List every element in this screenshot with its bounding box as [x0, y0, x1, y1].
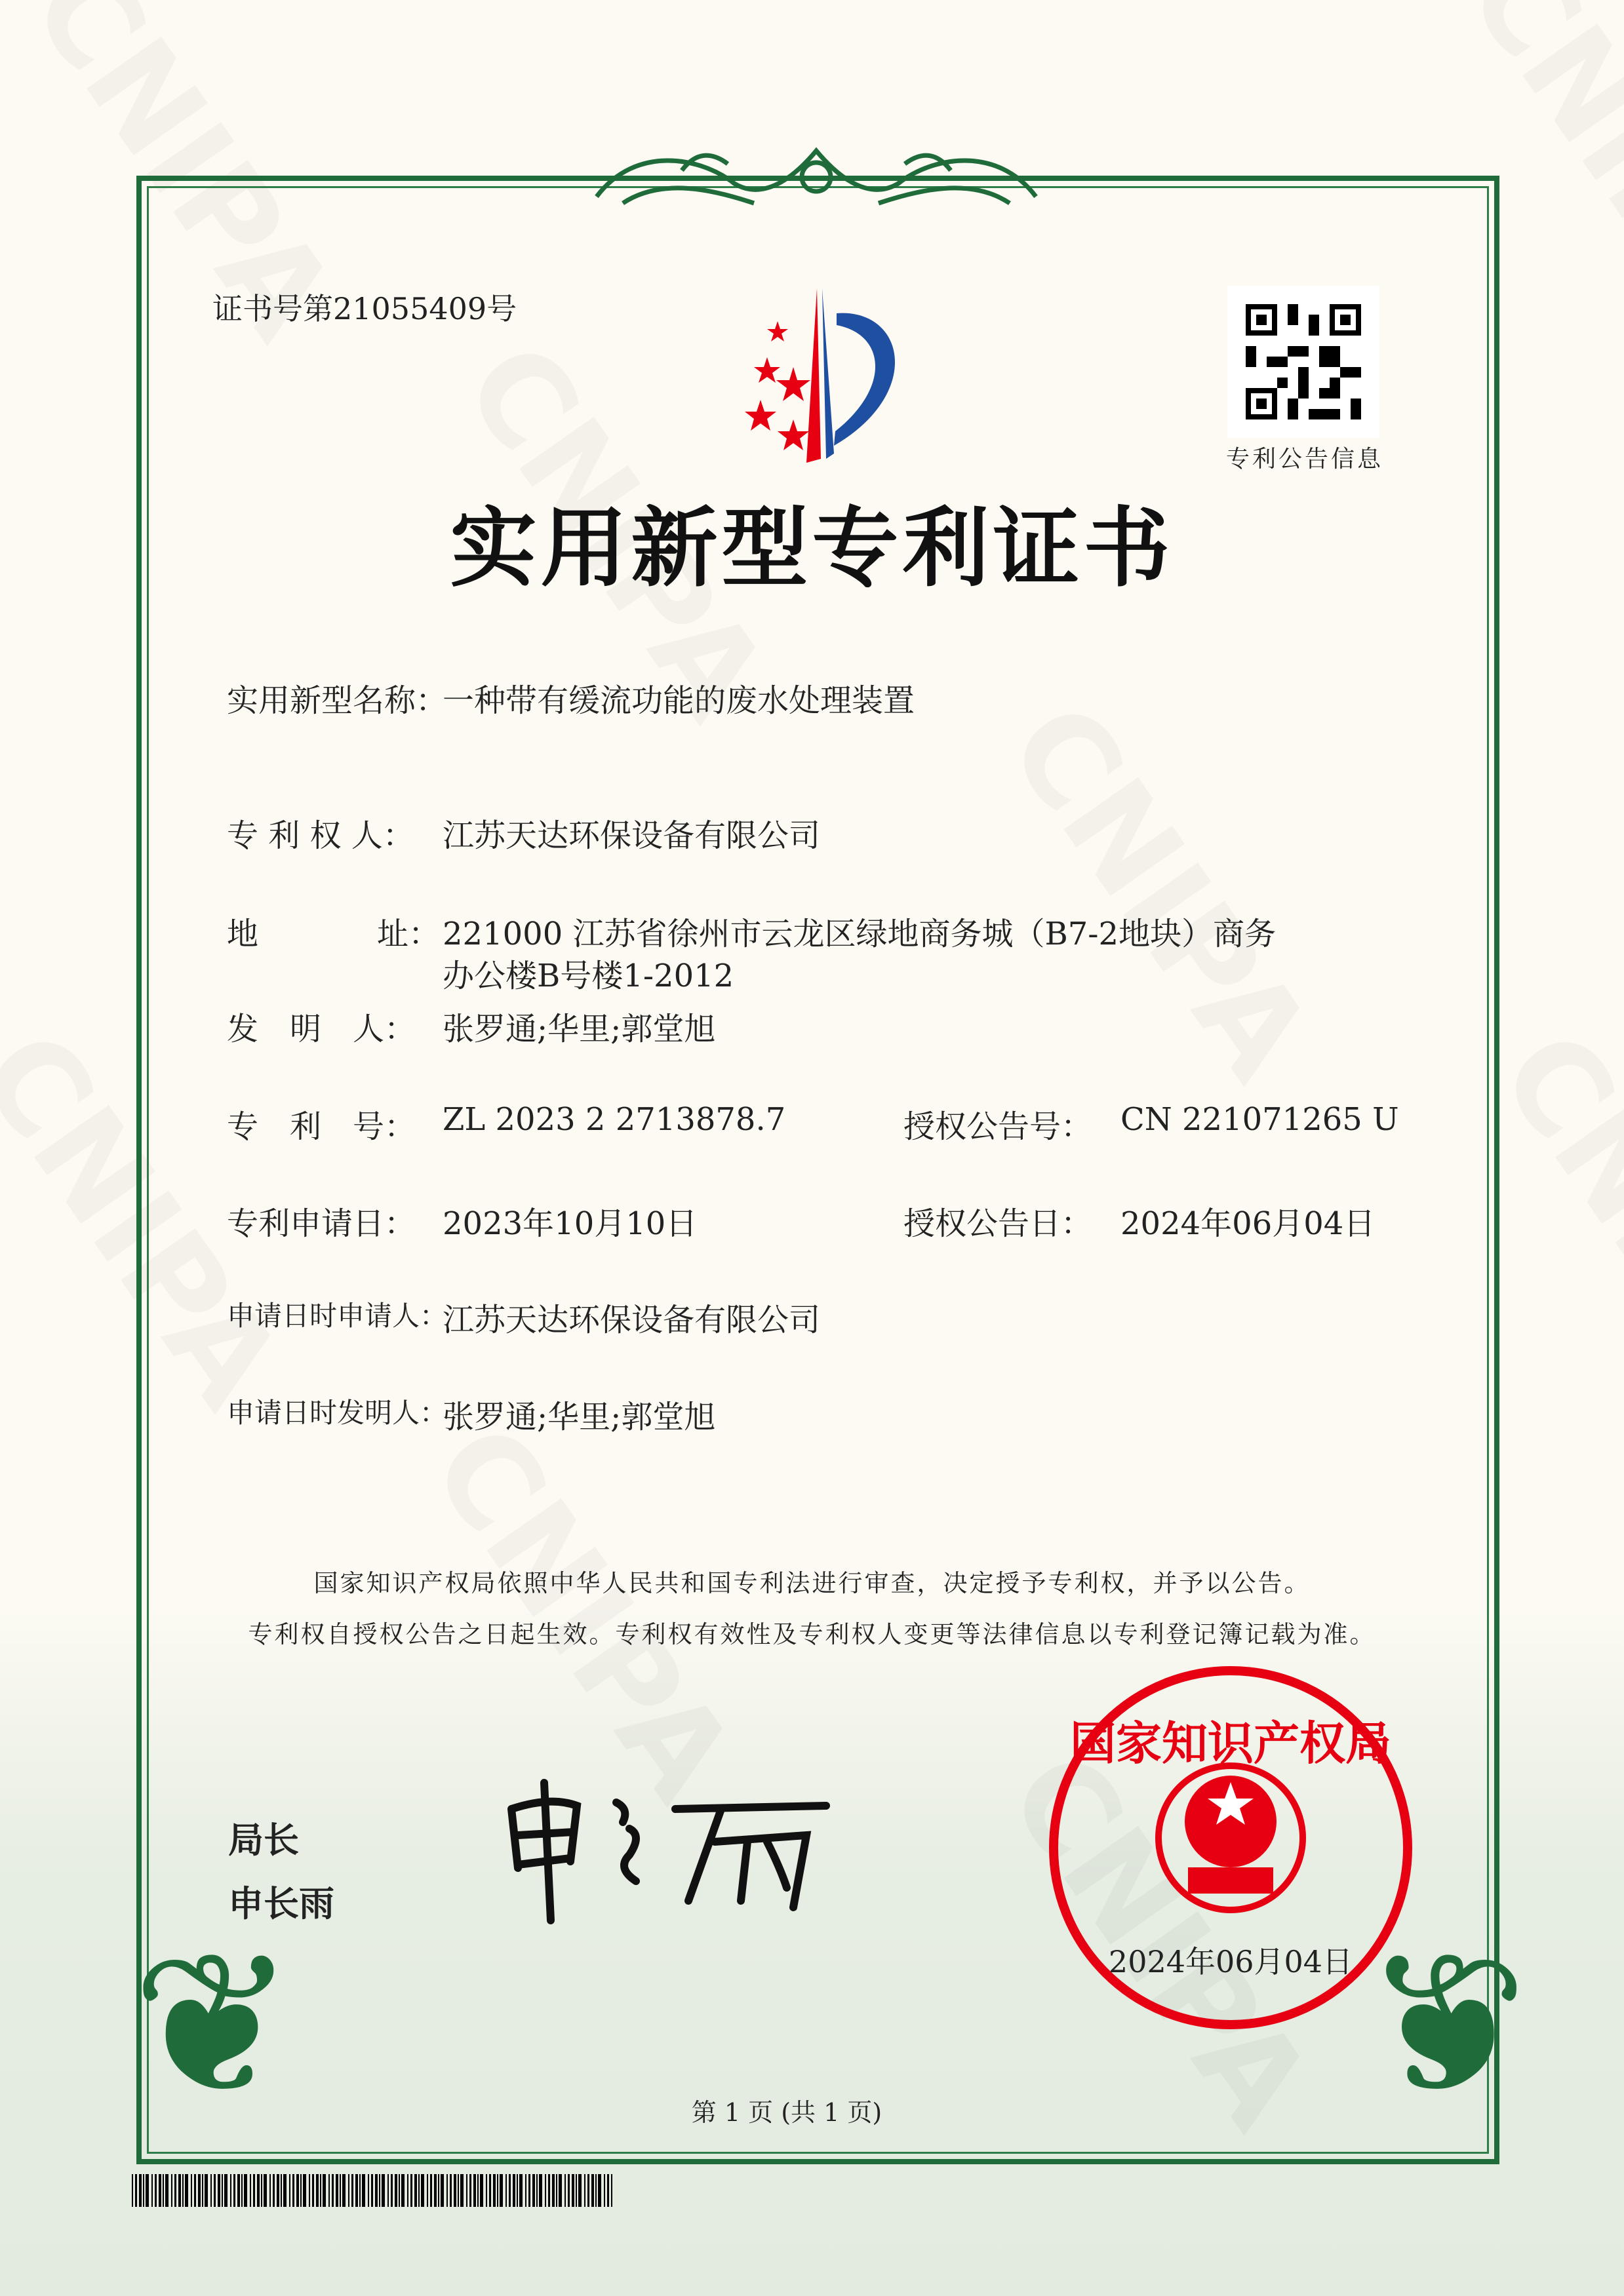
- barcode-bar: [296, 2174, 299, 2207]
- barcode-bar: [222, 2174, 223, 2207]
- barcode-bar: [371, 2174, 373, 2207]
- barcode-bar: [151, 2174, 153, 2207]
- barcode-bar: [283, 2174, 287, 2207]
- barcode-bar: [536, 2174, 538, 2207]
- barcode-bar: [244, 2174, 247, 2207]
- barcode-bar: [595, 2174, 597, 2207]
- barcode-bar: [473, 2174, 476, 2207]
- patentee-label: 专 利 权 人：: [227, 817, 414, 854]
- patent-number-label: 专 利 号：: [227, 1108, 416, 1145]
- barcode-bar: [441, 2174, 444, 2207]
- barcode-bar: [303, 2174, 306, 2207]
- barcode-bar: [399, 2174, 400, 2207]
- barcode-bar: [607, 2174, 609, 2207]
- barcode-bar: [198, 2174, 201, 2207]
- barcode-bar: [509, 2174, 511, 2207]
- barcode-bar: [576, 2174, 577, 2207]
- notice-line-1: 国家知识产权局依照中华人民共和国专利法进行审查，决定授予专利权，并予以公告。: [313, 1569, 1311, 1597]
- barcode-bar: [264, 2174, 267, 2207]
- applicant-at-filing-label: 申请日时申请人：: [227, 1300, 448, 1332]
- barcode-bar: [261, 2174, 262, 2207]
- barcode-bar: [289, 2174, 290, 2207]
- notice-line-2: 专利权自授权公告之日起生效。专利权有效性及专利权人变更等法律信息以专利登记簿记载为准。: [248, 1620, 1376, 1648]
- barcode-bar: [564, 2174, 566, 2207]
- patent-number-value: ZL 2023 2 2713878.7: [443, 1101, 786, 1138]
- barcode-bar: [528, 2174, 530, 2207]
- seal-date: 2024年06月04日: [1108, 1944, 1353, 1979]
- barcode-bar: [480, 2174, 483, 2207]
- qr-code-pattern: [1246, 304, 1361, 419]
- barcode-bar: [469, 2174, 471, 2207]
- seal-text: 国家知识产权局: [1070, 1717, 1391, 1770]
- barcode-bar: [539, 2174, 542, 2207]
- publication-number-value: CN 221071265 U: [1120, 1101, 1399, 1138]
- barcode-bar: [143, 2174, 144, 2207]
- barcode-bar: [568, 2174, 570, 2207]
- inventor-label: 发 明 人：: [227, 1011, 416, 1047]
- barcode-bar: [237, 2174, 240, 2207]
- handwritten-signature: [498, 1770, 839, 1927]
- barcode-bar: [477, 2174, 479, 2207]
- barcode-bar: [387, 2174, 389, 2207]
- barcode-bar: [519, 2174, 523, 2207]
- barcode-bar: [355, 2174, 358, 2207]
- barcode-bar: [135, 2174, 137, 2207]
- barcode-bar: [556, 2174, 557, 2207]
- barcode-bar: [450, 2174, 452, 2207]
- barcode-bar: [391, 2174, 393, 2207]
- barcode-bar: [497, 2174, 498, 2207]
- barcode-bar: [379, 2174, 380, 2207]
- barcode-bar: [548, 2174, 550, 2207]
- official-seal: [1047, 1664, 1414, 2031]
- barcode-bar: [348, 2174, 349, 2207]
- barcode-bar: [218, 2174, 220, 2207]
- publication-date-label: 授权公告日：: [903, 1205, 1093, 1242]
- applicant-at-filing-value: 江苏天达环保设备有限公司: [443, 1302, 821, 1338]
- barcode-bar: [368, 2174, 369, 2207]
- address-label: 地: [227, 916, 259, 952]
- barcode-bar: [458, 2174, 459, 2207]
- barcode-bar: [233, 2174, 235, 2207]
- barcode-bar: [328, 2174, 330, 2207]
- barcode-bar: [336, 2174, 338, 2207]
- barcode-bar: [139, 2174, 142, 2207]
- barcode-bar: [191, 2174, 192, 2207]
- barcode-bar: [312, 2174, 314, 2207]
- barcode-bar: [578, 2174, 582, 2207]
- inventor-at-filing-label: 申请日时发明人：: [227, 1397, 448, 1429]
- barcode-bar: [210, 2174, 212, 2207]
- barcode-bar: [269, 2174, 271, 2207]
- barcode-bar: [552, 2174, 555, 2207]
- barcode-bar: [309, 2174, 310, 2207]
- barcode-bar: [340, 2174, 341, 2207]
- barcode-bar: [281, 2174, 282, 2207]
- barcode-bar: [598, 2174, 601, 2207]
- barcode-bar: [421, 2174, 424, 2207]
- certificate-number: 证书号第21055409号: [212, 291, 517, 326]
- barcode-bar: [486, 2174, 487, 2207]
- barcode-bar: [332, 2174, 334, 2207]
- barcode-bar: [241, 2174, 243, 2207]
- barcode-bar: [273, 2174, 275, 2207]
- barcode-bar: [163, 2174, 164, 2207]
- barcode-bar: [300, 2174, 302, 2207]
- barcode-bar: [446, 2174, 448, 2207]
- utility-model-name-value: 一种带有缓流功能的废水处理装置: [443, 682, 915, 719]
- barcode-bar: [253, 2174, 255, 2207]
- barcode-bar: [132, 2174, 133, 2207]
- barcode-bar: [171, 2174, 172, 2207]
- barcode-bar: [320, 2174, 321, 2207]
- barcode-bar: [410, 2174, 412, 2207]
- barcode-bar: [292, 2174, 294, 2207]
- address-label-suffix: 址：: [377, 916, 441, 952]
- barcode-bar: [230, 2174, 231, 2207]
- filing-date-label: 专利申请日：: [227, 1205, 416, 1242]
- corner-ornament-right: ❦: [1364, 1911, 1529, 2139]
- barcode-bar: [146, 2174, 149, 2207]
- barcode-bar: [500, 2174, 503, 2207]
- barcode-bar: [178, 2174, 181, 2207]
- barcode-bar: [174, 2174, 176, 2207]
- publication-number-label: 授权公告号：: [903, 1108, 1093, 1145]
- address-value-line1: 221000 江苏省徐州市云龙区绿地商务城（B7-2地块）商务: [443, 916, 1277, 952]
- cnipa-logo: [695, 282, 944, 472]
- barcode-bar: [214, 2174, 216, 2207]
- top-ornament: [584, 131, 1049, 216]
- barcode-bar: [351, 2174, 353, 2207]
- barcode-bar: [438, 2174, 439, 2207]
- barcode-bar: [493, 2174, 496, 2207]
- barcode-bar: [401, 2174, 405, 2207]
- barcode-bar: [342, 2174, 346, 2207]
- patentee-value: 江苏天达环保设备有限公司: [443, 817, 821, 854]
- corner-ornament-left: ❦: [131, 1911, 296, 2139]
- barcode-bar: [418, 2174, 420, 2207]
- barcode-bar: [185, 2174, 188, 2207]
- barcode-bar: [155, 2174, 157, 2207]
- page-footer: 第 1 页 (共 1 页): [691, 2098, 882, 2127]
- barcode-bar: [532, 2174, 535, 2207]
- barcode-bar: [611, 2174, 612, 2207]
- barcode-bar: [194, 2174, 196, 2207]
- barcode-bar: [454, 2174, 456, 2207]
- barcode-bar: [224, 2174, 228, 2207]
- publication-date-value: 2024年06月04日: [1120, 1205, 1376, 1242]
- signatory-title: 局长: [228, 1819, 299, 1861]
- utility-model-name-label: 实用新型名称：: [227, 682, 448, 719]
- barcode-bar: [591, 2174, 594, 2207]
- signatory-name: 申长雨: [228, 1883, 334, 1924]
- barcode-bar: [395, 2174, 397, 2207]
- address-value-line2: 办公楼B号楼1-2012: [443, 958, 734, 994]
- barcode-bar: [545, 2174, 546, 2207]
- barcode-bar: [202, 2174, 203, 2207]
- barcode-bar: [359, 2174, 361, 2207]
- barcode-bar: [382, 2174, 385, 2207]
- barcode-bar: [517, 2174, 518, 2207]
- barcode-bar: [513, 2174, 515, 2207]
- qr-code[interactable]: [1227, 286, 1379, 438]
- barcode-bar: [427, 2174, 428, 2207]
- inventor-at-filing-value: 张罗通;华里;郭堂旭: [443, 1399, 716, 1435]
- inventor-value: 张罗通;华里;郭堂旭: [443, 1011, 716, 1047]
- barcode-bar: [525, 2174, 526, 2207]
- barcode-bar: [362, 2174, 365, 2207]
- barcode-bar: [182, 2174, 184, 2207]
- certificate-title: 实用新型专利证书: [450, 498, 1174, 599]
- filing-date-value: 2023年10月10日: [443, 1205, 698, 1242]
- barcode-bar: [572, 2174, 574, 2207]
- barcode-bar: [559, 2174, 562, 2207]
- barcode-bar: [414, 2174, 417, 2207]
- barcode-bar: [505, 2174, 507, 2207]
- barcode-bar: [466, 2174, 467, 2207]
- barcode-bar: [460, 2174, 464, 2207]
- barcode-bar: [277, 2174, 279, 2207]
- barcode-bar: [205, 2174, 208, 2207]
- barcode-bar: [604, 2174, 605, 2207]
- barcode-bar: [316, 2174, 319, 2207]
- barcode-bar: [587, 2174, 589, 2207]
- barcode-bar: [584, 2174, 585, 2207]
- barcode-bar: [430, 2174, 432, 2207]
- barcode-bar: [165, 2174, 168, 2207]
- barcode-bar: [257, 2174, 260, 2207]
- barcode-bar: [375, 2174, 378, 2207]
- barcode-bar: [407, 2174, 408, 2207]
- barcode-bar: [323, 2174, 326, 2207]
- barcode-bar: [250, 2174, 251, 2207]
- qr-label: 专利公告信息: [1225, 446, 1383, 473]
- barcode-bar: [434, 2174, 437, 2207]
- barcode: [132, 2174, 612, 2207]
- barcode-bar: [489, 2174, 491, 2207]
- barcode-bar: [159, 2174, 161, 2207]
